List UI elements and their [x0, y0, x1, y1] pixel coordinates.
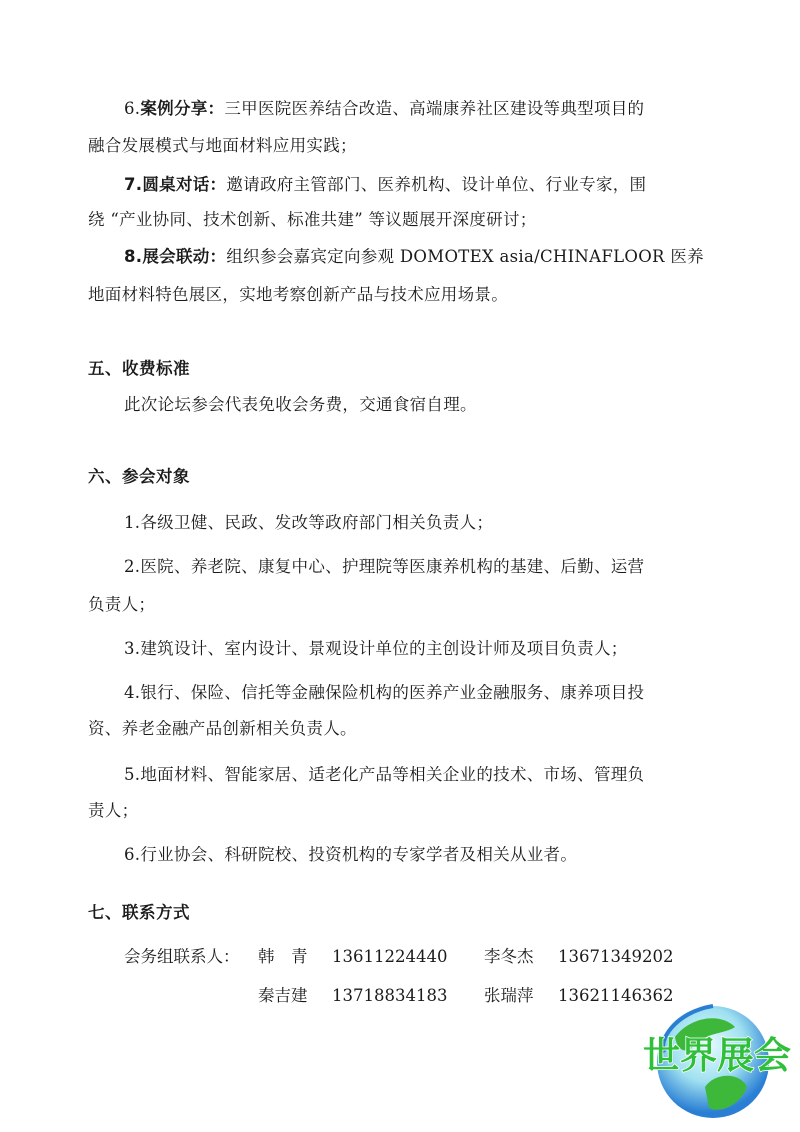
item-6-line1 — [124, 98, 644, 120]
item-8-title: 展会联动： — [142, 247, 227, 266]
item-8-line2: 地面材料特色展区，实地考察创新产品与技术应用场景。 — [88, 285, 508, 304]
contact-phone-1: 13611224440 — [332, 947, 448, 966]
contact-phone-2: 13671349202 — [558, 947, 674, 966]
contact-name-2: 李冬杰 — [484, 947, 534, 966]
section6-item-4-line2: 资、养老金融产品创新相关负责人。 — [88, 719, 357, 738]
section6-item-2-line1: 2.医院、养老院、康复中心、护理院等医康养机构的基建、后勤、运营 — [124, 557, 645, 576]
contact-name-1: 韩 青 — [258, 947, 308, 966]
section6-item-6: 6.行业协会、科研院校、投资机构的专家学者及相关从业者。 — [124, 845, 578, 864]
section5-text: 此次论坛参会代表免收会务费，交通食宿自理。 — [124, 395, 477, 414]
section6-item-4-line1: 4.银行、保险、信托等金融保险机构的医养产业金融服务、康养项目投 — [124, 683, 645, 702]
item-8-num: 8. — [124, 247, 143, 266]
item-7-text1: 邀请政府主管部门、医养机构、设计单位、行业专家，围 — [226, 175, 647, 194]
watermark-logo — [635, 992, 800, 1127]
contact-label: 会务组联系人： — [124, 947, 240, 966]
contact-phone-4: 13621146362 — [558, 986, 674, 1005]
item-7-line1 — [124, 174, 646, 196]
item-7-line2: 绕 “产业协同、技术创新、标准共建” 等议题展开深度研讨； — [88, 210, 537, 229]
contact-name-3: 秦吉建 — [258, 986, 308, 1005]
section6-item-5-line2: 责人； — [88, 801, 139, 820]
item-6-text1: 三甲医院医养结合改造、高端康养社区建设等典型项目的 — [224, 99, 645, 118]
item-7-num: 7. — [124, 175, 143, 194]
section6-item-3: 3.建筑设计、室内设计、景观设计单位的主创设计师及项目负责人； — [124, 639, 628, 658]
item-6-title: 案例分享： — [140, 99, 225, 118]
contact-phone-3: 13718834183 — [332, 986, 448, 1005]
contact-name-4: 张瑞萍 — [484, 986, 534, 1005]
section7-heading: 七、联系方式 — [88, 903, 190, 922]
item-6-num: 6. — [124, 99, 141, 118]
item-8-line1 — [124, 246, 704, 268]
watermark-text: 世界展会 — [643, 1034, 791, 1077]
section5-heading: 五、收费标准 — [88, 359, 190, 378]
item-7-title: 圆桌对话： — [142, 175, 227, 194]
section6-item-2-line2: 负责人； — [88, 595, 156, 614]
item-8-text1: 组织参会嘉宾定向参观 DOMOTEX asia/CHINAFLOOR 医养 — [226, 247, 704, 266]
globe-logo-icon — [635, 992, 800, 1127]
section6-item-5-line1: 5.地面材料、智能家居、适老化产品等相关企业的技术、市场、管理负 — [124, 765, 645, 784]
item-6-line2: 融合发展模式与地面材料应用实践； — [88, 136, 357, 155]
section6-item-1: 1.各级卫健、民政、发改等政府部门相关负责人； — [124, 513, 494, 532]
section6-heading: 六、参会对象 — [88, 467, 190, 486]
